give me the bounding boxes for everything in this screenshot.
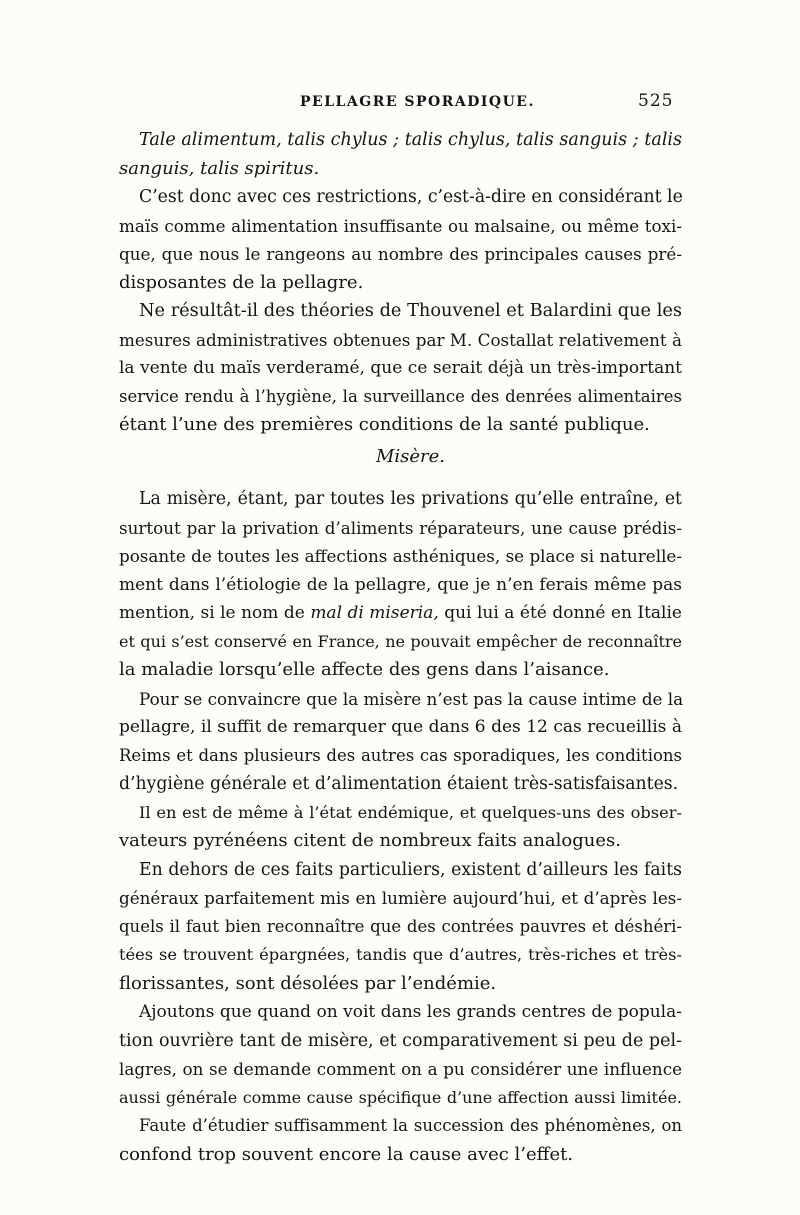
text-line: Il en est de même à l’état endémique, et quelques-uns des obser- bbox=[139, 802, 682, 822]
text-line: Ajoutons que quand on voit dans les grands centres de popula- bbox=[139, 1002, 682, 1022]
text-line: vateurs pyrénéens citent de nombreux faits analogues. bbox=[119, 830, 621, 851]
text-fragment: qui lui a été donné en Italie bbox=[438, 603, 682, 623]
text-line: ment dans l’étiologie de la pellagre, que je n’en ferais même pas bbox=[119, 574, 682, 595]
text-line: service rendu à l’hygiène, la surveillance des denrées alimentaires bbox=[119, 386, 682, 406]
text-line: disposantes de la pellagre. bbox=[119, 271, 364, 293]
text-line: Faute d’étudier suffisamment la succession des phénomènes, on bbox=[139, 1116, 682, 1135]
text-line: la maladie lorsqu’elle affecte des gens dans l’aisance. bbox=[119, 659, 610, 680]
text-line: La misère, étant, par toutes les privations qu’elle entraîne, et bbox=[139, 489, 682, 509]
text-line: et qui s’est conservé en France, ne pouvait empêcher de reconnaître bbox=[119, 631, 682, 651]
page-header bbox=[0, 88, 800, 118]
text-line: la vente du maïs verderamé, que ce serait déjà un très-important bbox=[119, 358, 682, 378]
text-line: maïs comme alimentation insuffisante ou malsaine, ou même toxi- bbox=[119, 215, 682, 236]
text-line: que, que nous le rangeons au nombre des principales causes pré- bbox=[119, 244, 682, 264]
text-line: d’hygiène générale et d’alimentation étaient très-satisfaisantes. bbox=[119, 774, 679, 794]
running-title: PELLAGRE SPORADIQUE. bbox=[300, 94, 535, 110]
text-line: tées se trouvent épargnées, tandis que d’autres, très-riches et très- bbox=[119, 945, 682, 964]
text-line: tion ouvrière tant de misère, et comparativement si peu de pel- bbox=[119, 1030, 682, 1051]
text-line: surtout par la privation d’aliments réparateurs, une cause prédis- bbox=[119, 517, 682, 538]
text-line: quels il faut bien reconnaître que des contrées pauvres et déshéri- bbox=[119, 916, 682, 936]
text-line: C’est donc avec ces restrictions, c’est-à-dire en considérant le bbox=[139, 187, 683, 207]
text-line: posante de toutes les affections asthéniques, se place si naturelle- bbox=[119, 546, 682, 566]
italic-term: mal di miseria, bbox=[310, 603, 439, 623]
body-text bbox=[119, 126, 682, 1169]
text-line: florissantes, sont désolées par l’endémie. bbox=[119, 972, 497, 994]
text-line: sanguis, talis spiritus. bbox=[119, 157, 320, 179]
text-line: En dehors de ces faits particuliers, existent d’ailleurs les faits bbox=[139, 859, 682, 880]
text-line: Reims et dans plusieurs des autres cas sporadiques, les conditions bbox=[119, 745, 682, 765]
section-heading-text: Misère. bbox=[375, 445, 446, 467]
text-fragment: mention, si le nom de bbox=[119, 603, 311, 623]
section-heading bbox=[119, 443, 682, 472]
text-line: lagres, on se demande comment on a pu considérer une influence bbox=[119, 1059, 682, 1079]
text-line: aussi générale comme cause spécifique d’une affection aussi limitée. bbox=[119, 1087, 682, 1107]
text-line: pellagre, il suffit de remarquer que dans 6 des 12 cas recueillis à bbox=[119, 717, 682, 737]
text-line: Tale alimentum, talis chylus ; talis chylus, talis sanguis ; talis bbox=[139, 130, 682, 150]
text-line bbox=[119, 599, 682, 628]
text-line: confond trop souvent encore la cause avec l’effet. bbox=[119, 1143, 574, 1165]
text-line: étant l’une des premières conditions de la santé publique. bbox=[119, 414, 650, 435]
text-line: généraux parfaitement mis en lumière aujourd’hui, et d’après les- bbox=[119, 888, 682, 908]
text-line: Ne résultât-il des théories de Thouvenel et Balardini que les bbox=[139, 301, 682, 321]
page-number: 525 bbox=[638, 91, 674, 111]
text-line: mesures administratives obtenues par M. Costallat relativement à bbox=[119, 329, 682, 350]
text-line: Pour se convaincre que la misère n’est pas la cause intime de la bbox=[139, 688, 684, 709]
